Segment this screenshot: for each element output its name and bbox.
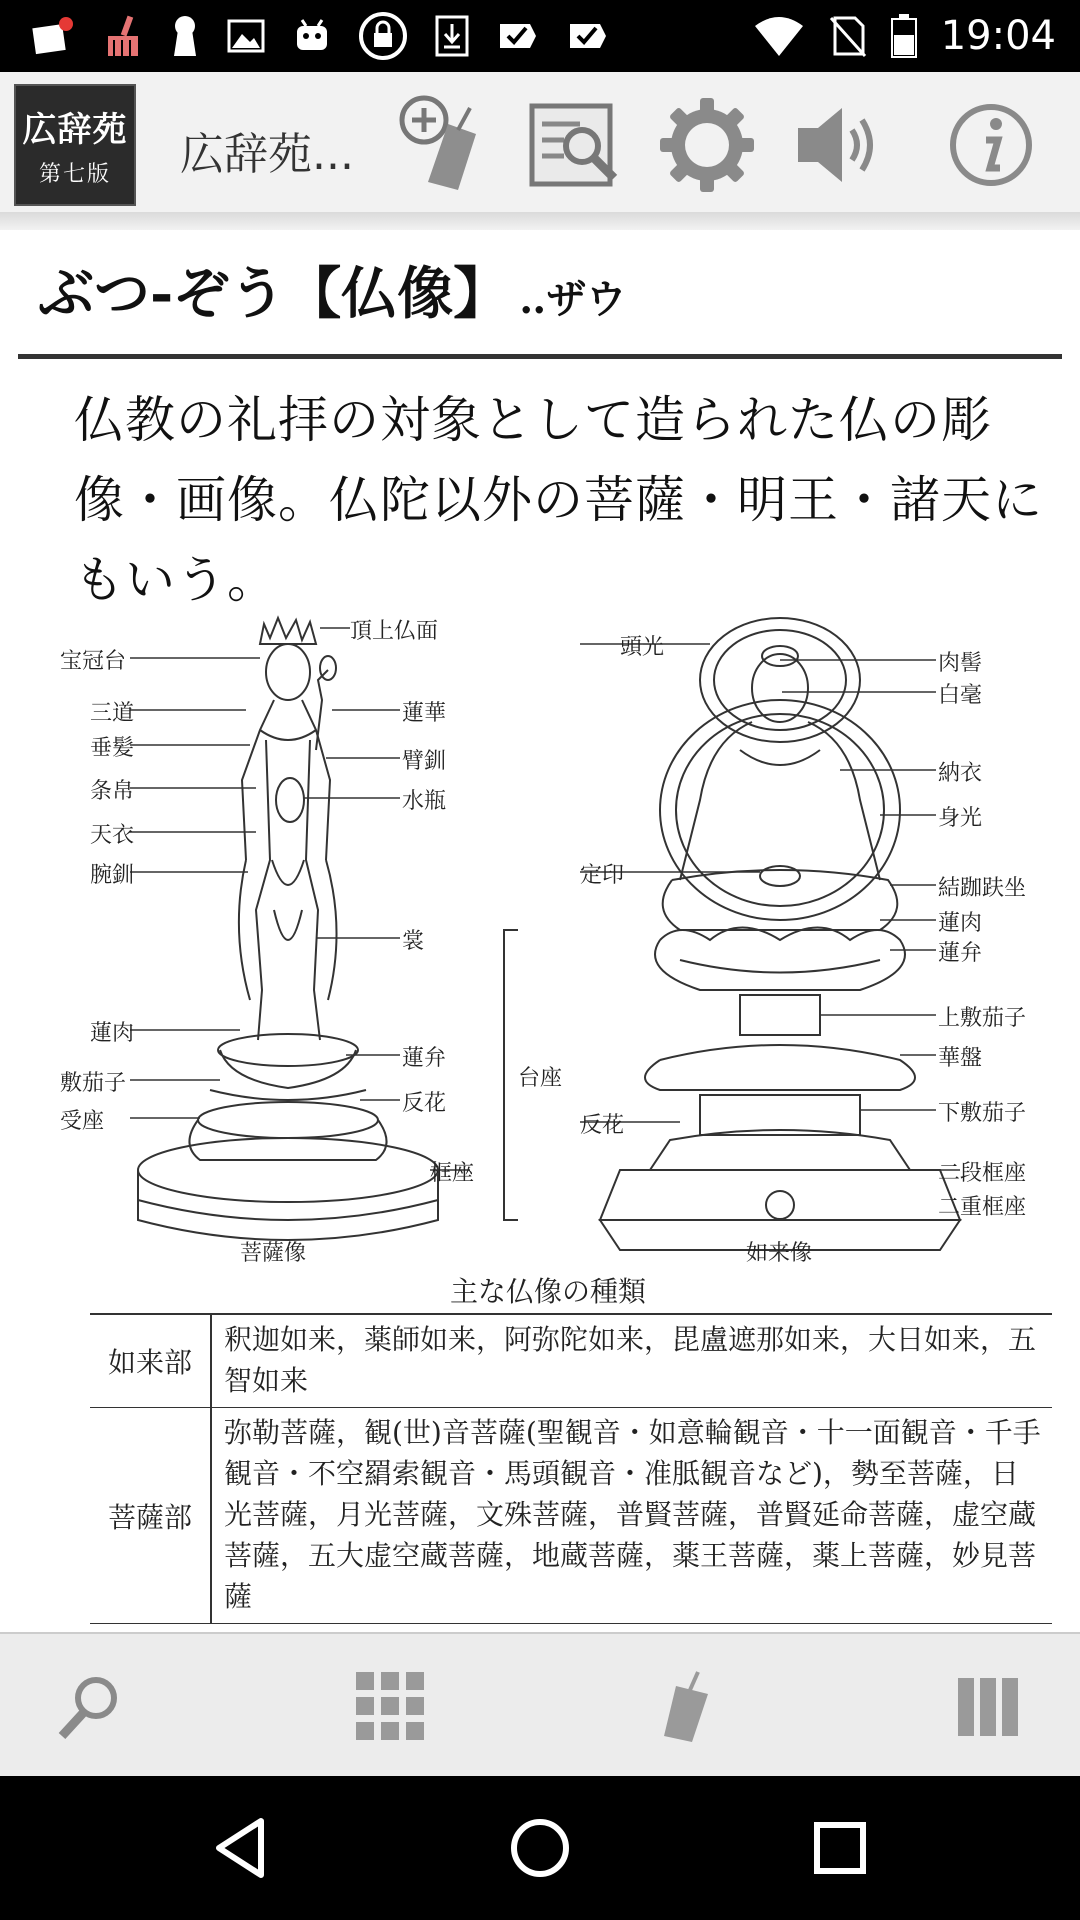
clock: 19:04 <box>940 13 1056 59</box>
recents-icon <box>805 1813 875 1883</box>
headword-text: ぶつ‐ぞう【仏像】 <box>38 261 510 327</box>
columns-icon <box>950 1666 1030 1746</box>
label-jouhaku: 条帛 <box>90 779 135 804</box>
search-document-button[interactable] <box>520 90 630 200</box>
add-bookmark-icon <box>388 90 498 200</box>
label-renge: 蓮華 <box>402 701 447 726</box>
grid-menu-icon <box>350 1666 430 1746</box>
label-mo: 裳 <box>402 929 425 954</box>
back-button[interactable] <box>202 1808 282 1888</box>
label-choujou-butsumen: 頂上仏面 <box>350 619 439 644</box>
search-document-icon <box>520 90 630 200</box>
lock-icon <box>358 11 408 61</box>
label-zukou: 頭光 <box>620 635 665 660</box>
app-bar-divider <box>0 212 1080 230</box>
label-nijuu-kamachiza: 二重框座 <box>938 1195 1027 1220</box>
bookmark-tag-icon <box>646 1666 726 1746</box>
label-shitashikinasu: 下敷茄子 <box>938 1101 1027 1126</box>
headword-reading: ‥ザウ <box>519 276 627 323</box>
app-logo[interactable] <box>14 84 136 206</box>
label-renniku-right: 蓮肉 <box>938 911 983 936</box>
label-shikinasu: 敷茄子 <box>60 1071 127 1096</box>
label-wansen: 腕釧 <box>90 863 135 888</box>
label-daiza: 台座 <box>518 1066 563 1091</box>
broom-icon <box>100 14 144 58</box>
search-icon <box>50 1666 130 1746</box>
label-kaeribana-right: 反花 <box>580 1113 625 1138</box>
system-icons <box>753 0 1056 72</box>
label-tene: 天衣 <box>90 823 135 848</box>
table-row <box>90 1315 1052 1408</box>
statue-types-table <box>90 1313 1052 1624</box>
label-jouin: 定印 <box>580 863 625 888</box>
caption-nyorai: 如来像 <box>746 1241 813 1266</box>
android-icon <box>292 16 332 56</box>
app-bar <box>0 72 1080 212</box>
buddha-statue-figure <box>60 610 1060 1613</box>
label-nikkei: 肉髻 <box>938 651 983 676</box>
label-uwashikinasu: 上敷茄子 <box>938 1006 1027 1031</box>
speaker-button[interactable] <box>784 90 894 200</box>
table-items: 弥勒菩薩，観(世)音菩薩(聖観音・如意輪観音・十一面観音・千手観音・不空羂索観音・馬頭観音・准胝観音など)，勢至菩薩，日光菩薩，月光菩薩，文殊菩薩，普賢菩薩，普賢延命菩薩，虚空蔵菩薩，五大虚空蔵菩薩，地蔵菩薩，薬王菩薩，薬上菩薩，妙見菩薩 <box>224 1416 1041 1613</box>
gear-icon <box>652 90 762 200</box>
navigation-bar <box>0 1776 1080 1920</box>
home-icon <box>505 1813 575 1883</box>
label-suibyou: 水瓶 <box>402 789 447 814</box>
settings-button[interactable] <box>652 90 762 200</box>
caption-bosatsu: 菩薩像 <box>240 1241 307 1266</box>
notification-icons <box>0 11 610 61</box>
entry-content[interactable] <box>0 230 1080 1630</box>
clipboard-notification-icon <box>30 14 74 58</box>
entry-definition: 仏教の礼拝の対象として造られた仏の彫像・画像。仏陀以外の菩薩・明王・諸天にもいう。 <box>74 391 1043 609</box>
battery-icon <box>889 13 919 59</box>
bookmarks-button[interactable] <box>636 1656 736 1756</box>
label-byakugou: 白毫 <box>938 683 983 708</box>
label-sandou: 三道 <box>90 701 135 726</box>
back-icon <box>207 1813 277 1883</box>
columns-button[interactable] <box>940 1656 1040 1756</box>
label-suihatsu: 垂髪 <box>90 736 135 761</box>
speaker-icon <box>784 90 894 200</box>
table-category: 如来部 <box>90 1315 212 1407</box>
download-icon <box>434 14 470 58</box>
label-keban: 華盤 <box>938 1046 983 1071</box>
menu-grid-button[interactable] <box>340 1656 440 1756</box>
label-renben-left: 蓮弁 <box>402 1046 447 1071</box>
dictionary-title[interactable]: 広辞苑... <box>180 129 354 180</box>
table-category: 菩薩部 <box>90 1408 212 1623</box>
label-rennniku-left: 蓮肉 <box>90 1021 135 1046</box>
label-ukeza: 受座 <box>60 1109 105 1134</box>
label-kaeribana-left: 反花 <box>402 1091 447 1116</box>
entry-headword <box>38 250 626 330</box>
app-logo-name: 広辞苑 <box>22 110 128 150</box>
info-icon <box>936 90 1046 200</box>
no-sim-icon <box>827 14 867 58</box>
image-icon <box>226 16 266 56</box>
headword-divider <box>18 354 1062 359</box>
search-button[interactable] <box>40 1656 140 1756</box>
recents-button[interactable] <box>800 1808 880 1888</box>
label-houkandai: 宝冠台 <box>60 649 127 674</box>
label-kamachiza-left: 框座 <box>430 1161 475 1186</box>
add-bookmark-button[interactable] <box>388 90 498 200</box>
task-check-icon <box>496 16 540 56</box>
statue-illustrations <box>60 610 1060 1260</box>
wifi-icon <box>753 14 805 58</box>
label-shinkou: 身光 <box>938 806 983 831</box>
keyhole-icon <box>170 14 200 58</box>
label-renben-right: 蓮弁 <box>938 941 983 966</box>
label-hisen: 臂釧 <box>402 749 447 774</box>
label-noue: 納衣 <box>938 761 983 786</box>
status-bar <box>0 0 1080 72</box>
label-nidan-kamachiza: 二段框座 <box>938 1161 1027 1186</box>
bottom-toolbar <box>0 1632 1080 1776</box>
info-button[interactable] <box>936 90 1046 200</box>
table-items: 釈迦如来，薬師如来，阿弥陀如来，毘盧遮那如来，大日如来，五智如来 <box>224 1323 1037 1397</box>
label-kekkafuza: 結跏趺坐 <box>938 876 1027 901</box>
table-row <box>90 1408 1052 1624</box>
table-title: 主な仏像の種類 <box>450 1275 647 1308</box>
task-check-icon <box>566 16 610 56</box>
home-button[interactable] <box>500 1808 580 1888</box>
app-logo-edition: 第七版 <box>38 162 111 187</box>
